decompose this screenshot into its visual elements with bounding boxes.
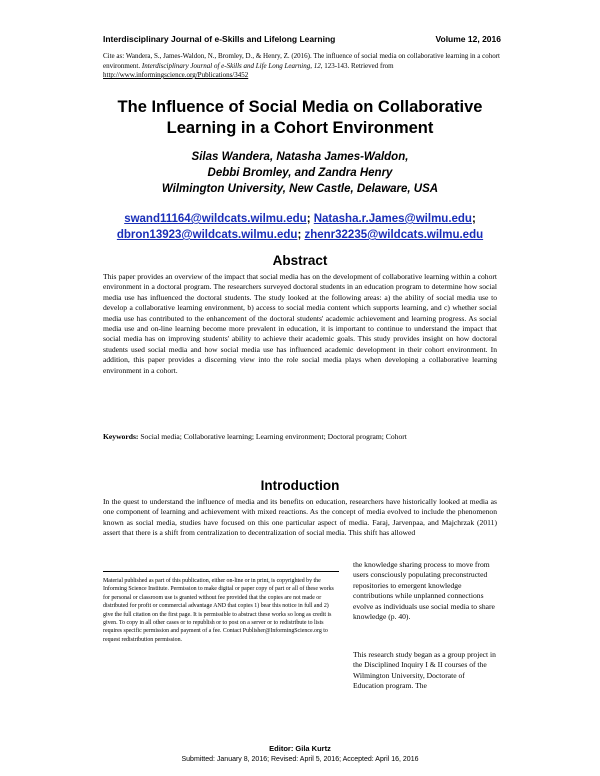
author-block: [90, 149, 510, 197]
journal-name: Interdisciplinary Journal of e-Skills and Lifelong Learning: [103, 34, 336, 44]
keywords-label: Keywords:: [103, 432, 139, 441]
running-header: [103, 34, 501, 44]
keywords: [103, 432, 497, 442]
email-link-wandera[interactable]: swand11164@wildcats.wilmu.edu: [124, 213, 307, 225]
copyright-text: Material published as part of this publication, either on-line or in print, is copyrighted by the Informing Science Institute. Permission to make digital or paper copy of part or all of these works for personal or classroom use is granted without fee provided that the copies are not made or distributed for profit or commercial advantage AND that copies 1) bear this notice in full and 2) give the full citation on the first page. It is permissible to abstract these works so long as credit is given. To copy in all other cases or to republish or to post on a server or to redistribute to lists requires specific permission and payment of a fee. Contact: [103, 578, 334, 635]
editor-line: Editor: Gila Kurtz: [269, 744, 331, 753]
email-block: [90, 211, 510, 243]
email-link-bromley[interactable]: dbron13923@wildcats.wilmu.edu: [116, 229, 298, 241]
intro-paragraph-2: This research study began as a group project in the Disciplined Inquiry I & II courses of the Wilmington University, Doctorate of Education program. The: [353, 650, 496, 691]
intro-paragraph-1: In the quest to understand the influence of media and its benefits on education, researchers have historically looked at media as one component of learning and achievement with mixed reactions. As the concept of media evolved to include the phenomenon known as social media, studies have focused on this one particular aspect of media. Faraj, Jarvenpaa, and Majchrzak (2011) assert that there is a shift from centralization to decentralization of social media. This shift has allowed: [103, 497, 497, 538]
citation-journal: Interdisciplinary Journal of e-Skills and Life Long Learning, 12,: [141, 61, 323, 70]
intro-paragraph-1-continued: the knowledge sharing process to move from users consciously populating preconstructed repositories to emergent knowledge contributions while unplanned connections evolve as individuals use social media to share knowledge (p. 40).: [353, 560, 495, 622]
volume-label: Volume 12, 2016: [435, 34, 501, 44]
email-separator: ;: [471, 213, 476, 225]
copyright-text-end: to request redistribution permission.: [103, 628, 328, 643]
email-line-1: [90, 211, 510, 227]
citation-block: [103, 52, 523, 81]
abstract-heading: Abstract: [272, 253, 328, 268]
paper-title: The Influence of Social Media on Collaborative Learning in a Cohort Environment: [117, 98, 483, 137]
citation-prefix: Cite as: Wandera, S., James-Waldon, N., Bromley, D., & Henry, Z. (2016). The influence of social media on collaborative learning in a cohort environment.: [103, 52, 500, 70]
keywords-text: Social media; Collaborative learning; Learning environment; Doctoral program; Cohort: [138, 432, 407, 441]
abstract-text: This paper provides an overview of the impact that social media has on the development of collaborative learning within a cohort environment in a doctoral program. The researchers surveyed doctoral students in an education program to determine how social media use has influenced the doctoral students. The study looked at the following areas: a) the ability of social media use to develop a collaborative learning environment, b) access to social media content which supports learning, and c) whether social media use has contributed to the enhancement of the doctoral students' academic achievement and learning progress. As social media use and on-line learning become more prevalent in education, it is important to continue to understand the impact that social media has on improving students' ability to achieve their academic goals. This study provides insight on how doctoral students used social media and how social media use has influenced academic development in their cohort environment. In addition, this paper provides a discerning view into the role social media plays when developing a collaborative learning environment in a cohort.: [103, 272, 497, 375]
authors-line-1: Silas Wandera, Natasha James-Waldon,: [191, 151, 409, 163]
introduction-heading: Introduction: [260, 478, 340, 493]
submission-dates: Submitted: January 8, 2016; Revised: April 5, 2016; Accepted: April 16, 2016: [181, 756, 419, 763]
author-affiliation: Wilmington University, New Castle, Delaware, USA: [161, 183, 439, 195]
copyright-notice: [103, 571, 339, 644]
citation-pages: 123-143. Retrieved from: [322, 61, 394, 70]
publisher-email-link[interactable]: Publisher@InformingScience.org: [242, 628, 322, 635]
email-line-2: [90, 227, 510, 243]
email-separator: ;: [306, 213, 314, 225]
email-separator: ;: [297, 229, 305, 241]
email-link-james-waldon[interactable]: Natasha.r.James@wilmu.edu: [313, 213, 472, 225]
citation-url-link[interactable]: http://www.informingscience.org/Publications/3452: [103, 71, 249, 79]
email-link-henry[interactable]: zhenr32235@wildcats.wilmu.edu: [304, 229, 484, 241]
authors-line-2: Debbi Bromley, and Zandra Henry: [207, 167, 393, 179]
